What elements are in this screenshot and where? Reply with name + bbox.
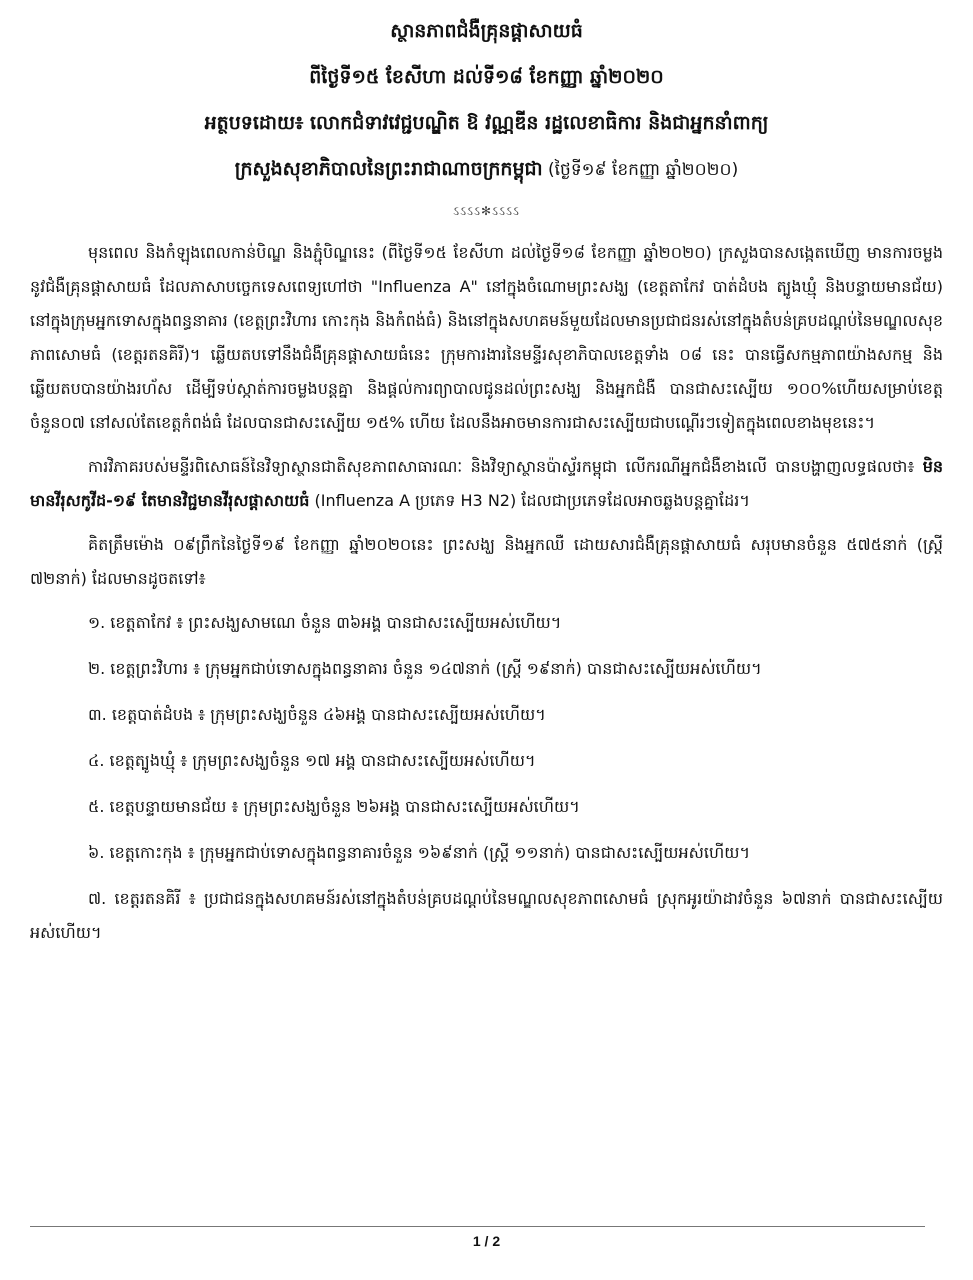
paragraph-totals: គិតត្រឹមម៉ោង ០៩ព្រឹកនៃថ្ងៃទី១៩ ខែកញ្ញា ឆ្នាំ២០២០នេះ ព្រះសង្ឃ និងអ្នកឈឺ ដោយសារជំងឺគ្រុនផ្តាសាយធំ សរុបមានចំនួន ៥៧៥នាក់ (ស្ត្រី ៧២នាក់) ដែលមានដូចតទៅ៖ (30, 535, 943, 588)
paragraph-intro: មុនពេល និងកំឡុងពេលកាន់បិណ្ឌ និងភ្ជុំបិណ្ឌនេះ (ពីថ្ងៃទី១៥ ខែសីហា ដល់ថ្ងៃទី១៨ ខែកញ្ញា ឆ្នាំ២០២០) ក្រសួងបានសង្កេតឃើញ មានការចម្លងនូវជំងឺគ្រុនផ្តាសាយធំ ដែលភាសាបច្ចេកទេសពេទ្យហៅថា "Influenza A" នៅក្នុងចំណោមព្រះសង្ឃ (ខេត្តតាកែវ បាត់ដំបង ត្បូងឃ្មុំ និងបន្ទាយមានជ័យ) នៅក្នុងក្រុមអ្នកទោសក្នុងពន្ធនាគារ (ខេត្តព្រះវិហារ កោះកុង និងកំពង់ធំ) និងនៅក្នុងសហគមន៍មួយដែលមានប្រជាជនរស់នៅក្នុងតំបន់គ្របដណ្តប់នៃមណ្ឌលសុខភាពសោមធំ (ខេត្តរតនគិរី)។ ឆ្លើយតបទៅនឹងជំងឺគ្រុនផ្តាសាយធំនេះ ក្រុមការងារនៃមន្ទីរសុខាភិបាលខេត្តទាំង ០៨ នេះ បានធ្វើសកម្មភាពយ៉ាងសកម្ម និងឆ្លើយតបបានយ៉ាងរហ័ស ដើម្បីទប់ស្កាត់ការចម្លងបន្តគ្នា និងផ្តល់ការព្យាបាលជូនដល់ព្រះសង្ឃ និងអ្នកជំងឺ បានជាសះស្បើយ ១០០%ហើយសម្រាប់ខេត្តចំនួន០៧ នៅសល់តែខេត្តកំពង់ធំ ដែលបានជាសះស្បើយ ១៥% ហើយ ដែលនឹងអាចមានការជាសះស្បើយជាបណ្តើរៗទៀតក្នុងពេលខាងមុខនេះ។ (30, 243, 943, 432)
paragraph-lab-results (30, 450, 943, 518)
document-title: ស្ថានភាពជំងឺគ្រុនផ្តាសាយធំ (390, 20, 583, 42)
list-item: ៥. ខេត្តបន្ទាយមានជ័យ ៖ ក្រុមព្រះសង្ឃចំនួន ២៦អង្គ បានជាសះស្បើយអស់ហើយ។ (88, 797, 580, 816)
document-body (30, 236, 943, 962)
list-item: ៦. ខេត្តកោះកុង ៖ ក្រុមអ្នកជាប់ទោសក្នុងពន្ធនាគារចំនួន ១៦៩នាក់ (ស្ត្រី ១១នាក់) បានជាសះស្បើយអស់ហើយ។ (88, 843, 750, 862)
list-item: ៤. ខេត្តត្បូងឃ្មុំ ៖ ក្រុមព្រះសង្ឃចំនួន ១៧ អង្គ បានជាសះស្បើយអស់ហើយ។ (88, 751, 536, 770)
lab-results-text: ការវិភាគរបស់មន្ទីរពិសោធន៍នៃវិទ្យាស្ថានជាតិសុខភាពសាធារណៈ និងវិទ្យាស្ថានប៉ាស្ទ័រកម្ពុជា លើករណីអ្នកជំងឺខាងលើ បានបង្ហាញលទ្ធផលថា៖ (88, 457, 923, 476)
document-header (40, 8, 933, 193)
page-number: 1 / 2 (472, 1233, 501, 1249)
list-item: ១. ខេត្តតាកែវ ៖ ព្រះសង្ឃសាមណេ ចំនួន ៣៦អង្គ បានជាសះស្បើយអស់ហើយ។ (88, 613, 562, 632)
author-line: អត្ថបទដោយ៖ លោកជំទាវវេជ្ជបណ្ឌិត ឱ វណ្ណឌីន រដ្ឋលេខាធិការ និងជាអ្នកនាំពាក្យ (204, 112, 769, 134)
ministry-name: ក្រសួងសុខាភិបាលនៃព្រះរាជាណាចក្រកម្ពុជា (234, 158, 543, 180)
list-item: ៣. ខេត្តបាត់ដំបង ៖ ក្រុមព្រះសង្ឃចំនួន ៤៦អង្គ បានជាសះស្បើយអស់ហើយ។ (88, 705, 546, 724)
lab-results-highlight: មិនមានវីរុសកូវីដ-១៩ តែមានវិជ្ជមានវីរុសផ្តាសាយធំ (30, 457, 943, 510)
list-item: ២. ខេត្តព្រះវិហារ ៖ ក្រុមអ្នកជាប់ទោសក្នុងពន្ធនាគារ ចំនួន ១៤៧នាក់ (ស្ត្រី ១៩នាក់) បានជាសះស្បើយអស់ហើយ។ (88, 659, 762, 678)
list-item: ៧. ខេត្តរតនគិរី ៖ ប្រជាជនក្នុងសហគមន៍រស់នៅក្នុងតំបន់គ្របដណ្តប់នៃមណ្ឌលសុខភាពសោមធំ ស្រុកអូរយ៉ាដាវចំនួន ៦៧នាក់ បានជាសះស្បើយអស់ហើយ។ (30, 889, 943, 942)
footer-divider (30, 1226, 925, 1227)
lab-results-type: (Influenza A ប្រភេទ H3 N2) ដែលជាប្រភេទដែលអាចឆ្លងបន្តគ្នាដែរ។ (309, 491, 750, 510)
ministry-line (40, 146, 933, 193)
publication-date: (ថ្ងៃទី១៩ ខែកញ្ញា ឆ្នាំ២០២០) (542, 160, 739, 180)
date-range: ពីថ្ងៃទី១៥ ខែសីហា ដល់ទី១៨ ខែកញ្ញា ឆ្នាំ២០២០ (309, 66, 664, 88)
ornament-divider: ઽઽઽઽ✻ઽઽઽઽ (453, 204, 520, 218)
